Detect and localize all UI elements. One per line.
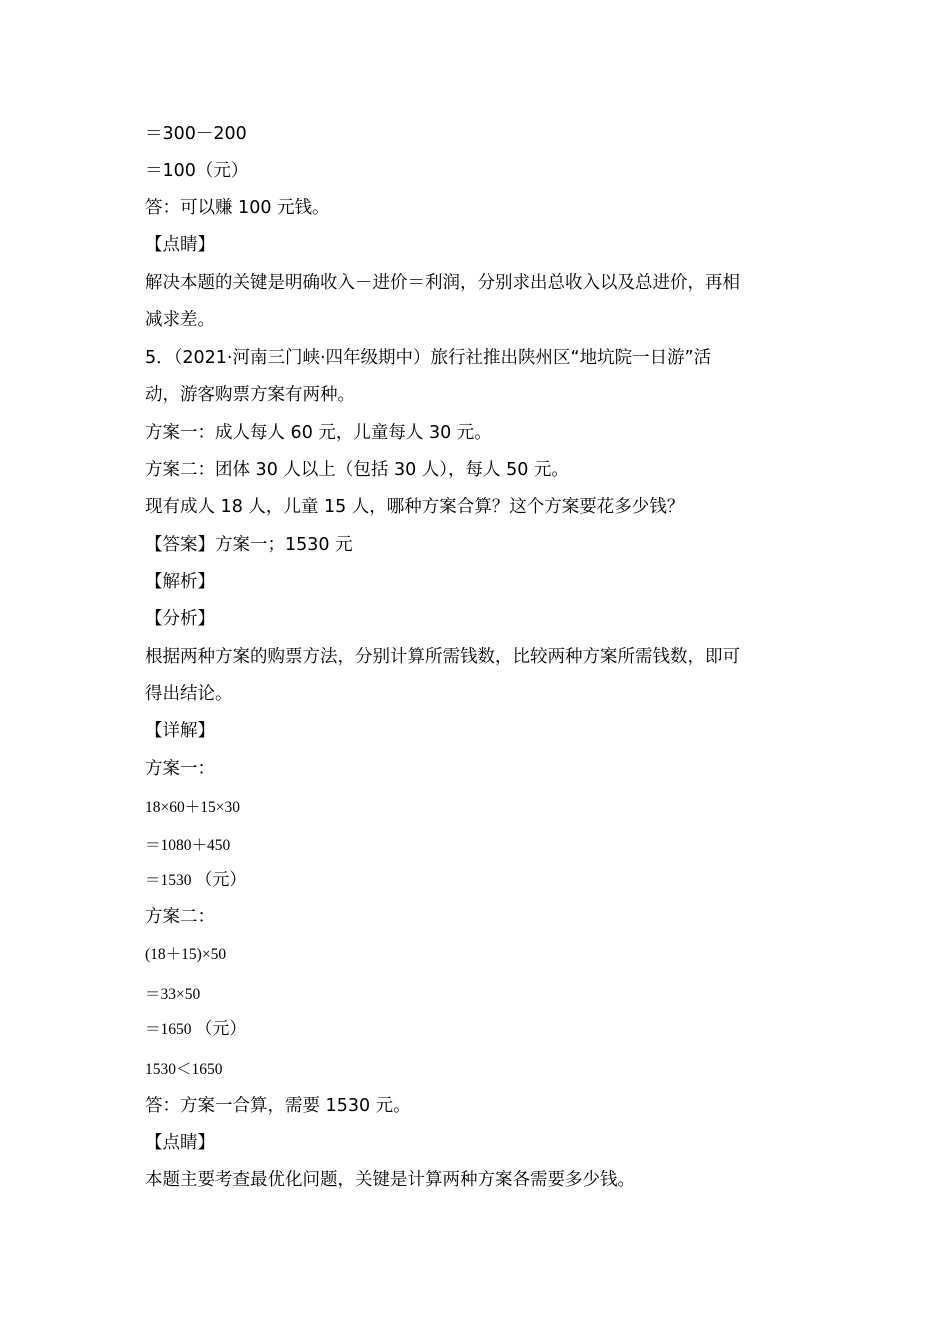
remark-text: 减求差。 [145,310,215,330]
plan-1-step: ＝1080＋450 [145,837,231,854]
analysis-heading: 【分析】 [145,609,215,629]
remark-text: 解决本题的关键是明确收入－进价＝利润，分别求出总收入以及总进价，再相 [145,273,740,293]
question-text: 动，游客购票方案有两种。 [145,385,355,405]
plan-2-expression: (18＋15)×50 [145,946,227,963]
final-answer: 答：方案一合算，需要 1530 元。 [145,1096,411,1116]
plan-1-result-value: ＝1530 [145,872,192,889]
plan-1-result-unit: （元） [195,870,247,890]
explain-heading: 【解析】 [145,572,215,592]
question-title: 5．（2021·河南三门峡·四年级期中）旅行社推出陕州区“地坑院一日游”活 [145,348,712,368]
question-ask: 现有成人 18 人，儿童 15 人，哪种方案合算？这个方案要花多少钱？ [145,497,685,517]
answer-line: 答：可以赚 100 元钱。 [145,198,330,218]
question-plan-1: 方案一：成人每人 60 元，儿童每人 30 元。 [145,423,492,443]
plan-2-result-value: ＝1650 [145,1021,192,1038]
plan-2-step: ＝33×50 [145,986,201,1003]
plan-2-result-unit: （元） [195,1019,247,1039]
remark-heading: 【点睛】 [145,1133,215,1153]
detail-heading: 【详解】 [145,721,215,741]
solution-step: ＝100（元） [145,161,249,181]
plan-1-label: 方案一： [145,759,215,779]
answer-line: 【答案】方案一；1530 元 [145,535,353,555]
plan-1-expression: 18×60＋15×30 [145,799,240,816]
analysis-text: 得出结论。 [145,684,233,704]
plan-2-label: 方案二： [145,907,215,927]
question-plan-2: 方案二：团体 30 人以上（包括 30 人），每人 50 元。 [145,460,569,480]
solution-step: ＝300－200 [145,124,247,144]
plan-1-result [145,870,246,891]
remark-heading: 【点睛】 [145,235,215,255]
analysis-text: 根据两种方案的购票方法，分别计算所需钱数，比较两种方案所需钱数，即可 [145,647,740,667]
remark-text: 本题主要考查最优化问题，关键是计算两种方案各需要多少钱。 [145,1170,635,1190]
comparison: 1530＜1650 [145,1061,223,1078]
plan-2-result [145,1019,246,1040]
